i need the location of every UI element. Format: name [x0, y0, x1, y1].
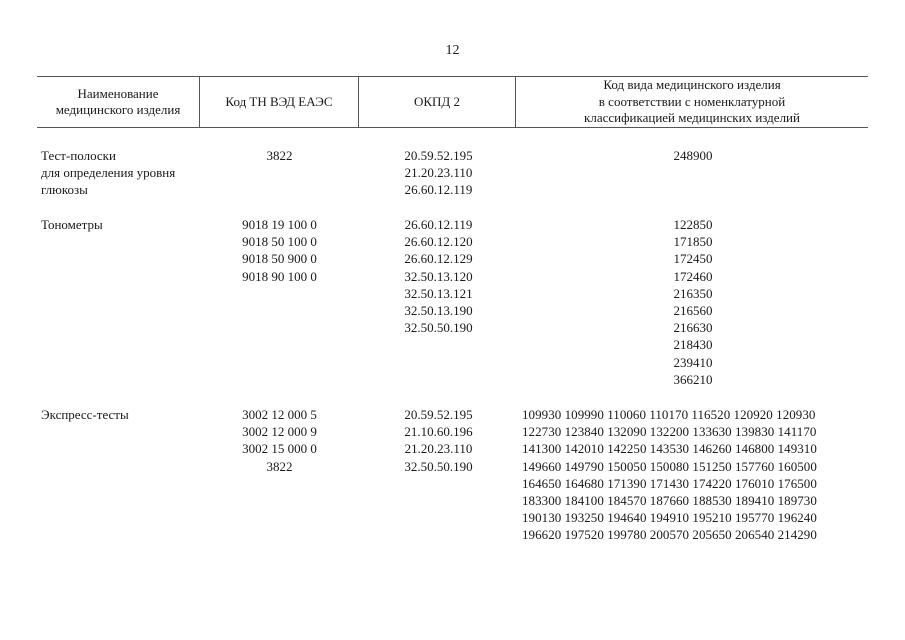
cell-line: 32.50.50.190	[404, 458, 473, 474]
cell-line: 216630	[673, 320, 713, 336]
cell-line: 141300 142010 142250 143530 146260 146800 149310	[522, 441, 817, 457]
header-line: ОКПД 2	[413, 93, 461, 109]
cell-line: 248900	[673, 148, 713, 163]
cell-line: 3822	[266, 458, 293, 474]
header-line: медицинского изделия	[55, 102, 181, 117]
cell-line: 122730 123840 132090 132200 133630 139830 141170	[522, 424, 817, 440]
cell-line: глюкозы	[41, 182, 88, 198]
cell-line: 26.60.12.129	[404, 251, 473, 267]
cell-line: Экспресс-тесты	[41, 407, 129, 422]
cell-line: 20.59.52.195	[404, 407, 473, 422]
table-header	[37, 76, 868, 128]
cell-line: 32.50.50.190	[404, 320, 473, 336]
cell-line: Тонометры	[41, 217, 103, 232]
cell-line: 3822	[266, 148, 293, 163]
header-line: Код ТН ВЭД ЕАЭС	[225, 93, 333, 109]
cell-line: 366210	[673, 371, 713, 387]
row-test-strips-name	[41, 147, 175, 199]
cell-line: 9018 50 900 0	[242, 251, 317, 267]
cell-line: Тест-полоски	[41, 148, 116, 163]
header-line: Код вида медицинского изделия	[603, 77, 781, 93]
row-test-strips-kind-codes	[517, 147, 869, 164]
header-device-name	[37, 77, 200, 127]
cell-line: 21.20.23.110	[404, 441, 473, 457]
cell-line: 164650 164680 171390 171430 174220 176010 176500	[522, 475, 817, 491]
row-express-tests-okpd	[360, 406, 517, 475]
cell-line: 26.60.12.119	[404, 217, 473, 232]
row-express-tests-name	[41, 406, 129, 423]
row-test-strips-tn-ved	[200, 147, 359, 164]
row-tonometers-kind-codes	[517, 216, 869, 388]
cell-line: для определения уровня	[41, 165, 176, 181]
row-express-tests-kind-codes	[522, 406, 817, 544]
cell-line: 216350	[673, 285, 713, 301]
cell-line: 26.60.12.119	[404, 182, 473, 198]
cell-line: 109930 109990 110060 110170 116520 120920 120930	[522, 407, 816, 422]
header-line: в соответствии с номенклатурной	[598, 93, 786, 109]
cell-line: 32.50.13.190	[404, 303, 473, 319]
header-line: Наименование	[77, 85, 159, 101]
cell-line: 20.59.52.195	[404, 148, 473, 163]
cell-line: 171850	[673, 234, 713, 250]
cell-line: 3002 15 000 0	[242, 441, 317, 457]
row-tonometers-name	[41, 216, 103, 233]
header-okpd	[359, 77, 516, 127]
cell-line: 172460	[673, 268, 713, 284]
cell-line: 9018 90 100 0	[242, 268, 317, 284]
cell-line: 3002 12 000 9	[242, 424, 317, 440]
row-tonometers-okpd	[360, 216, 517, 336]
row-tonometers-tn-ved	[200, 216, 359, 285]
cell-line: 183300 184100 184570 187660 188530 189410 189730	[522, 493, 817, 509]
cell-line: 218430	[673, 337, 713, 353]
cell-line: 32.50.13.120	[404, 268, 473, 284]
cell-line: 239410	[673, 354, 713, 370]
cell-line: 190130 193250 194640 194910 195210 195770 196240	[522, 510, 817, 526]
row-express-tests-tn-ved	[200, 406, 359, 475]
page-number: 12	[445, 43, 460, 58]
cell-line: 26.60.12.120	[404, 234, 473, 250]
cell-line: 149660 149790 150050 150080 151250 157760 160500	[522, 458, 817, 474]
cell-line: 21.20.23.110	[404, 165, 473, 181]
cell-line: 172450	[673, 251, 713, 267]
header-tn-ved	[200, 77, 359, 127]
cell-line: 3002 12 000 5	[242, 407, 317, 422]
row-test-strips-okpd	[360, 147, 517, 199]
header-kind-code	[516, 77, 868, 127]
header-line: классификацией медицинских изделий	[584, 110, 800, 126]
cell-line: 9018 19 100 0	[242, 217, 317, 232]
cell-line: 216560	[673, 303, 713, 319]
cell-line: 21.10.60.196	[404, 424, 473, 440]
cell-line: 122850	[673, 217, 713, 232]
cell-line: 196620 197520 199780 200570 205650 206540 214290	[522, 527, 817, 543]
cell-line: 32.50.13.121	[404, 285, 473, 301]
cell-line: 9018 50 100 0	[242, 234, 317, 250]
